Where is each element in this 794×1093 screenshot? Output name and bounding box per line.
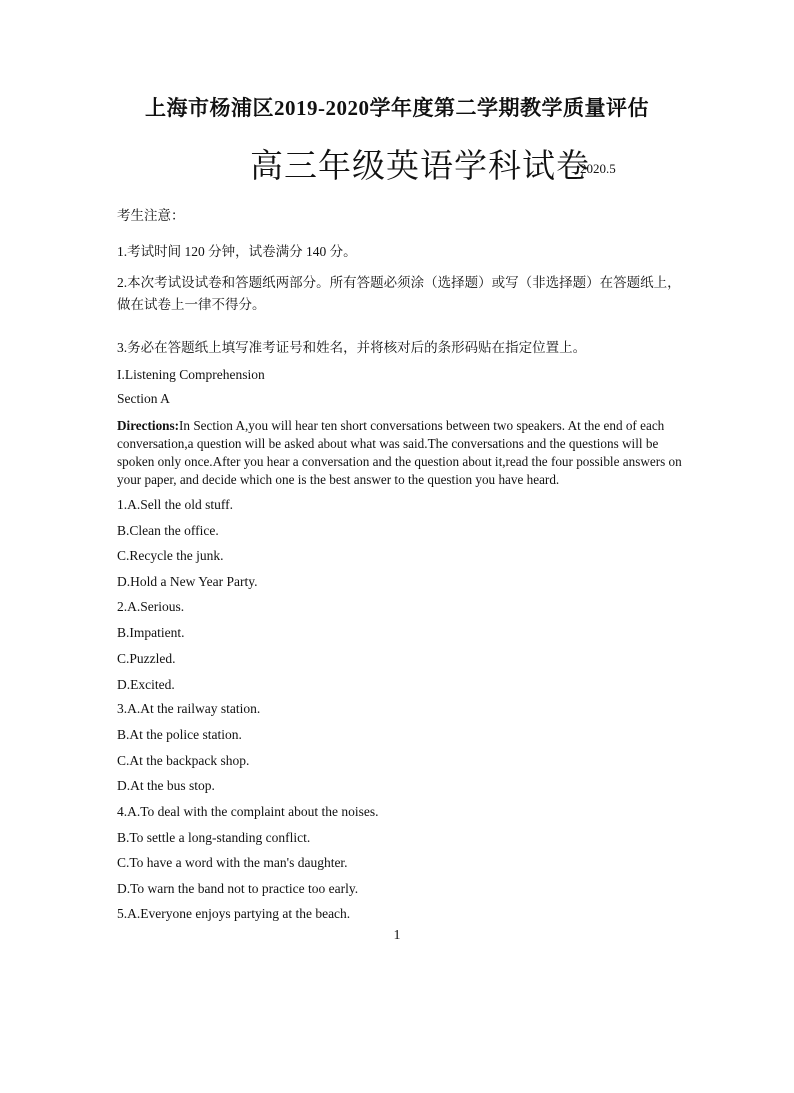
question-3-option-a: 3.A.At the railway station. <box>117 701 261 716</box>
directions-text: In Section A,you will hear ten short conversations between two speakers. At the end of each conversation,a question will be asked about what was said.The conversations and the questions will be spoken only once.After you hear a conversation and the question about it,read the four possible answers on your paper, and decide which one is the best answer to the question you have heard. <box>117 418 682 487</box>
question-3-option-c: C.At the backpack shop. <box>117 753 250 768</box>
exam-header-title: 上海市杨浦区2019-2020学年度第二学期教学质量评估 <box>145 96 649 120</box>
question-1-option-c: C.Recycle the junk. <box>117 548 224 563</box>
notice-heading: 考生注意： <box>117 208 185 223</box>
question-2-option-a: 2.A.Serious. <box>117 599 185 614</box>
question-4-option-d: D.To warn the band not to practice too early. <box>117 881 359 896</box>
part-title: I.Listening Comprehension <box>117 367 265 382</box>
notice-item-1: 1.考试时间 120 分钟，试卷满分 140 分。 <box>117 244 357 259</box>
question-1-option-d: D.Hold a New Year Party. <box>117 574 258 589</box>
question-1-option-a: 1.A.Sell the old stuff. <box>117 497 233 512</box>
exam-main-title: 高三年级英语学科试卷 <box>250 149 590 185</box>
exam-date: 2020.5 <box>580 161 616 176</box>
question-2-option-c: C.Puzzled. <box>117 651 176 666</box>
main-title-row <box>0 140 794 188</box>
question-3-option-d: D.At the bus stop. <box>117 778 215 793</box>
directions-label: Directions: <box>117 418 180 433</box>
question-4-option-b: B.To settle a long-standing conflict. <box>117 830 311 845</box>
page-number: 1 <box>393 928 401 943</box>
notice-item-3: 3.务必在答题纸上填写准考证号和姓名，并将核对后的条形码贴在指定位置上。 <box>117 340 587 355</box>
question-4-option-c: C.To have a word with the man's daughter. <box>117 855 348 870</box>
question-3-option-b: B.At the police station. <box>117 727 242 742</box>
question-2-option-b: B.Impatient. <box>117 625 185 640</box>
question-4-option-a: 4.A.To deal with the complaint about the noises. <box>117 804 379 819</box>
question-1-option-b: B.Clean the office. <box>117 523 219 538</box>
question-5-option-a: 5.A.Everyone enjoys partying at the beach. <box>117 906 351 921</box>
directions-paragraph <box>117 417 692 489</box>
section-title: Section A <box>117 391 170 406</box>
question-2-option-d: D.Excited. <box>117 677 175 692</box>
notice-item-2: 2.本次考试设试卷和答题纸两部分。所有答题必须涂（选择题）或写（非选择题）在答题纸上，做在试卷上一律不得分。 <box>117 275 681 312</box>
